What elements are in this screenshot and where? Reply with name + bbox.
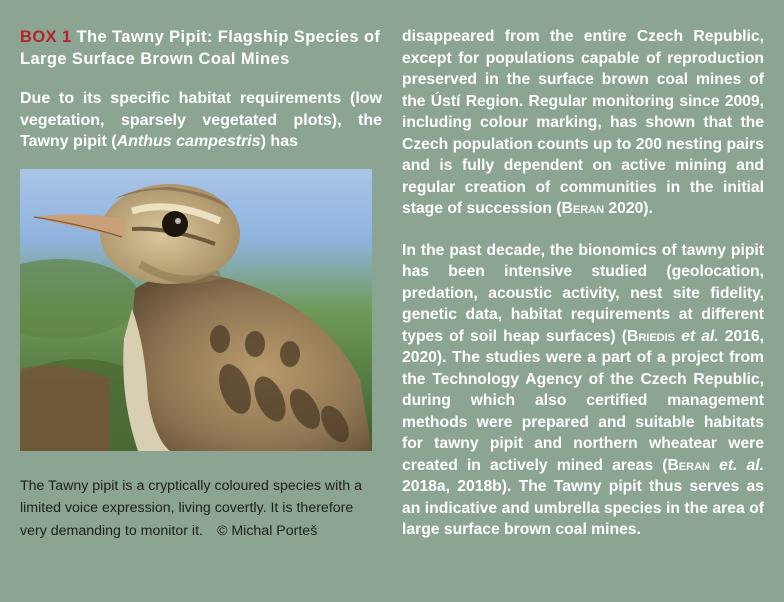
para2-text-1: In the past decade, the bionomics of tawny pipit has been intensive studied (geolocation, predation, acoustic activity, nest site fidelity, genetic data, habitat requirements at different types of soil heap surfaces) ( (402, 241, 764, 345)
citation-etal-1: et al. (681, 327, 719, 345)
intro-text-2: ) has (260, 133, 298, 150)
box-title-text: The Tawny Pipit: Flagship Species of Large Surface Brown Coal Mines (20, 28, 381, 68)
photo-credit: © Michal Porteš (216, 522, 318, 539)
citation-beran-2018: Beran (667, 456, 710, 474)
caption-text: The Tawny pipit is a cryptically coloured species with a limited voice expression, living covertly. It is therefore very demanding to monitor it. (20, 477, 362, 539)
para1-text: disappeared from the entire Czech Republic, except for populations capable of reproduction preserved in the surface brown coal mines of the Ústí Region. Regular monitoring since 2009, including colour marking, has shown that the Czech population counts up to 200 nesting pairs and is fully dependent on active mining and regular creation of communities in the initial stage of succession ( (402, 28, 764, 217)
citation-briedis: Briedis (626, 327, 675, 345)
citation-etal-2: et. al. (719, 456, 765, 474)
right-column (402, 26, 764, 541)
species-name: Anthus campestris (116, 133, 261, 150)
tawny-pipit-image (20, 169, 372, 451)
paragraph-2 (402, 240, 764, 541)
paragraph-1 (402, 26, 764, 220)
citation-beran-2020: Beran (561, 200, 605, 217)
para2-text-2: 2016, 2020). The studies were a part of a project from the Technology Agency of the Czech Republic, during which also certified management methods were prepared and suitable habitats for tawny pipit and northern wheatear were created in actively mined areas ( (402, 327, 765, 474)
box-label: BOX 1 (20, 28, 72, 46)
left-column (20, 26, 382, 542)
photo-caption (20, 475, 380, 543)
para2-text-3: 2018a, 2018b). The Tawny pipit thus serves as an indicative and umbrella species in the area of large surface brown coal mines. (402, 478, 764, 538)
intro-text-1: Due to its specific habitat requirements (low vegetation, sparsely vegetated plots), the Tawny pipit ( (20, 90, 382, 150)
para1-year: 2020). (604, 200, 653, 217)
intro-paragraph (20, 88, 382, 153)
bird-photo (20, 169, 372, 451)
box-title (20, 26, 382, 70)
